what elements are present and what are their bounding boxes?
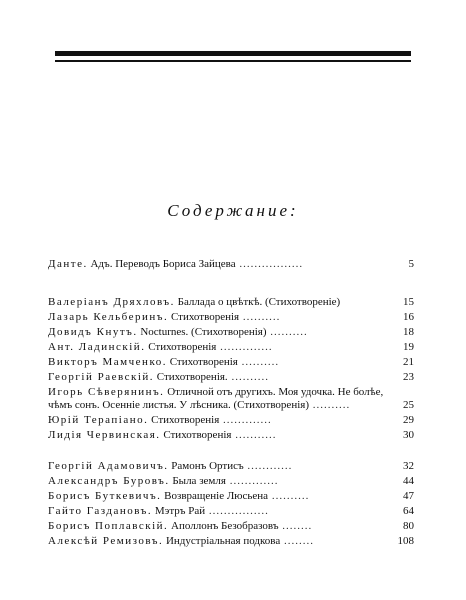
entry-page: 18 xyxy=(403,326,414,338)
toc-group-3 xyxy=(48,460,414,550)
entry-page: 44 xyxy=(403,475,414,487)
toc-entry xyxy=(48,258,414,271)
entry-author: Борисъ Буткевичъ. xyxy=(48,490,162,502)
entry-page: 29 xyxy=(403,414,414,426)
entry-leader: ........... xyxy=(231,429,277,441)
entry-leader: ........ xyxy=(278,520,313,532)
entry-work: Баллада о цвѣткѣ. (Стихотвореніе) xyxy=(177,296,341,308)
toc-entry xyxy=(48,535,414,548)
entry-work: Стихотворенія. xyxy=(156,371,228,383)
toc-entry xyxy=(48,371,414,384)
entry-leader: ................. xyxy=(235,258,304,270)
entry-work: Стихотворенія xyxy=(151,414,220,426)
entry-page: 80 xyxy=(403,520,414,532)
entry-author: Игорь Сѣверянинъ. xyxy=(48,386,165,398)
entry-work: Адъ. Переводъ Бориса Зайцева xyxy=(90,258,236,270)
entry-page: 23 xyxy=(403,371,414,383)
entry-work: Индустріальная подкова xyxy=(165,535,281,547)
entry-leader: .......... xyxy=(227,371,269,383)
toc-entry xyxy=(48,505,414,518)
page-title: Содержание: xyxy=(167,201,299,220)
toc-entry xyxy=(48,356,414,369)
toc-entry xyxy=(48,386,414,412)
entry-work: Возвращеніе Люсьена xyxy=(164,490,269,502)
entry-work: Была земля xyxy=(172,475,226,487)
entry-page: 25 xyxy=(403,399,414,411)
entry-page: 108 xyxy=(397,535,414,547)
entry-page: 47 xyxy=(403,490,414,502)
entry-work: Стихотворенія xyxy=(163,429,232,441)
entry-author: Алексѣй Ремизовъ. xyxy=(48,535,164,547)
entry-leader: ............ xyxy=(243,460,293,472)
top-rule-thin xyxy=(55,60,411,62)
entry-page: 32 xyxy=(403,460,414,472)
entry-work: Стихотворенія xyxy=(148,341,217,353)
entry-leader: .......... xyxy=(266,326,308,338)
entry-author: Лазарь Кельберинъ. xyxy=(48,311,169,323)
entry-page: 16 xyxy=(403,311,414,323)
entry-page: 15 xyxy=(403,296,414,308)
toc-entry xyxy=(48,475,414,488)
toc-entry xyxy=(48,414,414,427)
entry-page: 19 xyxy=(403,341,414,353)
toc-entry xyxy=(48,296,414,309)
top-rule-thick xyxy=(55,51,411,56)
toc-group-2 xyxy=(48,296,414,444)
toc-entry xyxy=(48,460,414,473)
entry-author: Борисъ Поплавскій. xyxy=(48,520,169,532)
entry-work: Аполлонъ Безобразовъ xyxy=(171,520,279,532)
entry-leader: .............. xyxy=(216,341,273,353)
entry-author: Данте. xyxy=(48,258,88,270)
entry-author: Лидія Червинская. xyxy=(48,429,161,441)
toc-entry xyxy=(48,490,414,503)
entry-leader: ................ xyxy=(205,505,269,517)
entry-author: Юрій Терапіано. xyxy=(48,414,149,426)
entry-page: 64 xyxy=(403,505,414,517)
toc-entry xyxy=(48,311,414,324)
entry-author: Довидъ Кнутъ. xyxy=(48,326,138,338)
entry-leader: ............. xyxy=(225,475,279,487)
toc-entry xyxy=(48,341,414,354)
entry-author: Георгій Раевскій. xyxy=(48,371,155,383)
entry-work: Стихотворенія xyxy=(170,311,240,323)
entry-work: Мэтръ Рай xyxy=(154,505,206,517)
entry-author: Александръ Буровъ. xyxy=(48,475,170,487)
entry-leader: ........ xyxy=(280,535,314,547)
entry-author: Валеріанъ Дряхловъ. xyxy=(48,296,175,308)
toc-entry xyxy=(48,429,414,442)
entry-author: Ант. Ладинскій. xyxy=(48,341,146,353)
entry-leader: ............. xyxy=(219,414,272,426)
entry-leader: .......... xyxy=(268,490,310,502)
entry-leader: .......... xyxy=(239,311,281,323)
toc-entry xyxy=(48,520,414,533)
entry-work: Рамонъ Ортисъ xyxy=(171,460,244,472)
entry-work: Стихотворенія xyxy=(169,356,238,368)
entry-author: Викторъ Мамченко. xyxy=(48,356,167,368)
entry-page: 21 xyxy=(403,356,414,368)
entry-page: 30 xyxy=(403,429,414,441)
entry-leader: .......... xyxy=(237,356,280,368)
toc-entry xyxy=(48,326,414,339)
entry-work: Отличной отъ другихъ. Моя удочка. Не болѣе, чѣмъ сонъ. Осеннiе листья. У лѣсника. (Стихотворенія) xyxy=(48,386,384,411)
entry-author: Гайто Газдановъ. xyxy=(48,505,153,517)
entry-author: Георгій Адамовичъ. xyxy=(48,460,169,472)
entry-leader: .......... xyxy=(308,399,351,411)
toc-group-1 xyxy=(48,258,414,273)
entry-work: Nocturnes. (Стихотворенія) xyxy=(140,326,267,338)
entry-page: 5 xyxy=(408,258,414,270)
